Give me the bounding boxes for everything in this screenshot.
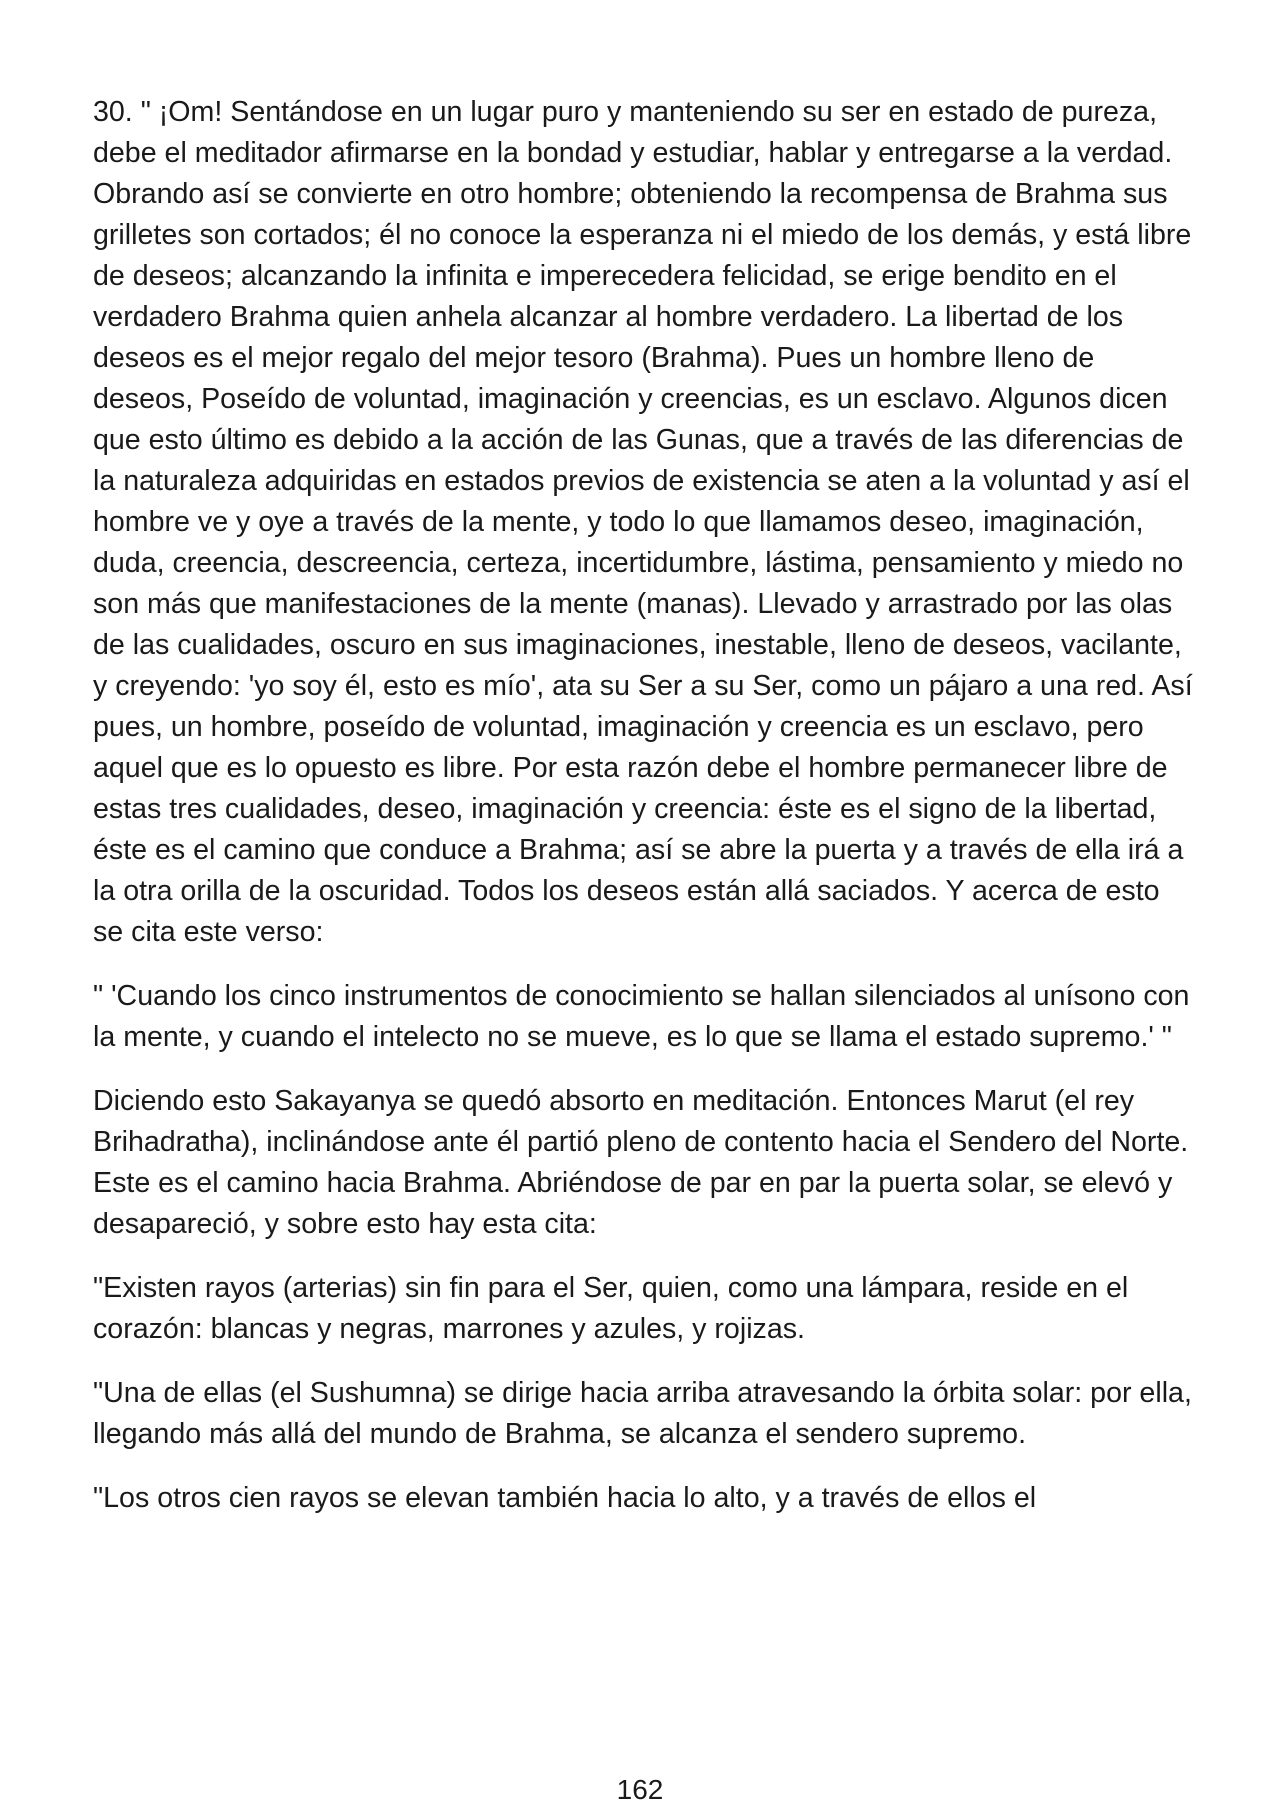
sushumna-paragraph: "Una de ellas (el Sushumna) se dirige hacia arriba atravesando la órbita solar: por ella, llegando más allá del mundo de Brahma, se alcanza el sendero supremo.: [93, 1377, 1192, 1450]
rays-paragraph: "Existen rayos (arterias) sin fin para el Ser, quien, como una lámpara, reside en el corazón: blancas y negras, marrones y azules, y rojizas.: [93, 1272, 1129, 1345]
continued-paragraph: "Los otros cien rayos se elevan también hacia lo alto, y a través de ellos el: [93, 1482, 1037, 1514]
text-body: [93, 92, 1193, 1542]
paragraph-30: 30. " ¡Om! Sentándose en un lugar puro y manteniendo su ser en estado de pureza, debe el meditador afirmarse en la bondad y estudiar, hablar y entregarse a la verdad. Obrando así se convierte en otro hombre; obteniendo la recompensa de Brahma sus grilletes son cortados; él no conoce la esperanza ni el miedo de los demás, y está libre de deseos; alcanzando la infinita e imperecedera felicidad, se erige bendito en el verdadero Brahma quien anhela alcanzar al hombre verdadero. La libertad de los deseos es el mejor regalo del mejor tesoro (Brahma). Pues un hombre lleno de deseos, Poseído de voluntad, imaginación y creencias, es un esclavo. Algunos dicen que esto último es debido a la acción de las Gunas, que a través de las diferencias de la naturaleza adquiridas en estados previos de existencia se aten a la voluntad y así el hombre ve y oye a través de la mente, y todo lo que llamamos deseo, imaginación, duda, creencia, descreencia, certeza, incertidumbre, lástima, pensamiento y miedo no son más que manifestaciones de la mente (manas). Llevado y arrastrado por las olas de las cualidades, oscuro en sus imaginaciones, inestable, lleno de deseos, vacilante, y creyendo: 'yo soy él, esto es mío', ata su Ser a su Ser, como un pájaro a una red. Así pues, un hombre, poseído de voluntad, imaginación y creencia es un esclavo, pero aquel que es lo opuesto es libre. Por esta razón debe el hombre permanecer libre de estas tres cualidades, deseo, imaginación y creencia: éste es el signo de la libertad, éste es el camino que conduce a Brahma; así se abre la puerta y a través de ella irá a la otra orilla de la oscuridad. Todos los deseos están allá saciados. Y acerca de esto se cita este verso:: [93, 96, 1193, 948]
narrative-paragraph: Diciendo esto Sakayanya se quedó absorto en meditación. Entonces Marut (el rey Brihadratha), inclinándose ante él partió pleno de contento hacia el Sendero del Norte. Este es el camino hacia Brahma. Abriéndose de par en par la puerta solar, se elevó y desapareció, y sobre esto hay esta cita:: [93, 1085, 1189, 1240]
page-number: 162: [616, 1774, 664, 1805]
quoted-verse-paragraph: " 'Cuando los cinco instrumentos de conocimiento se hallan silenciados al unísono con la mente, y cuando el intelecto no se mueve, es lo que se llama el estado supremo.' ": [93, 980, 1190, 1053]
